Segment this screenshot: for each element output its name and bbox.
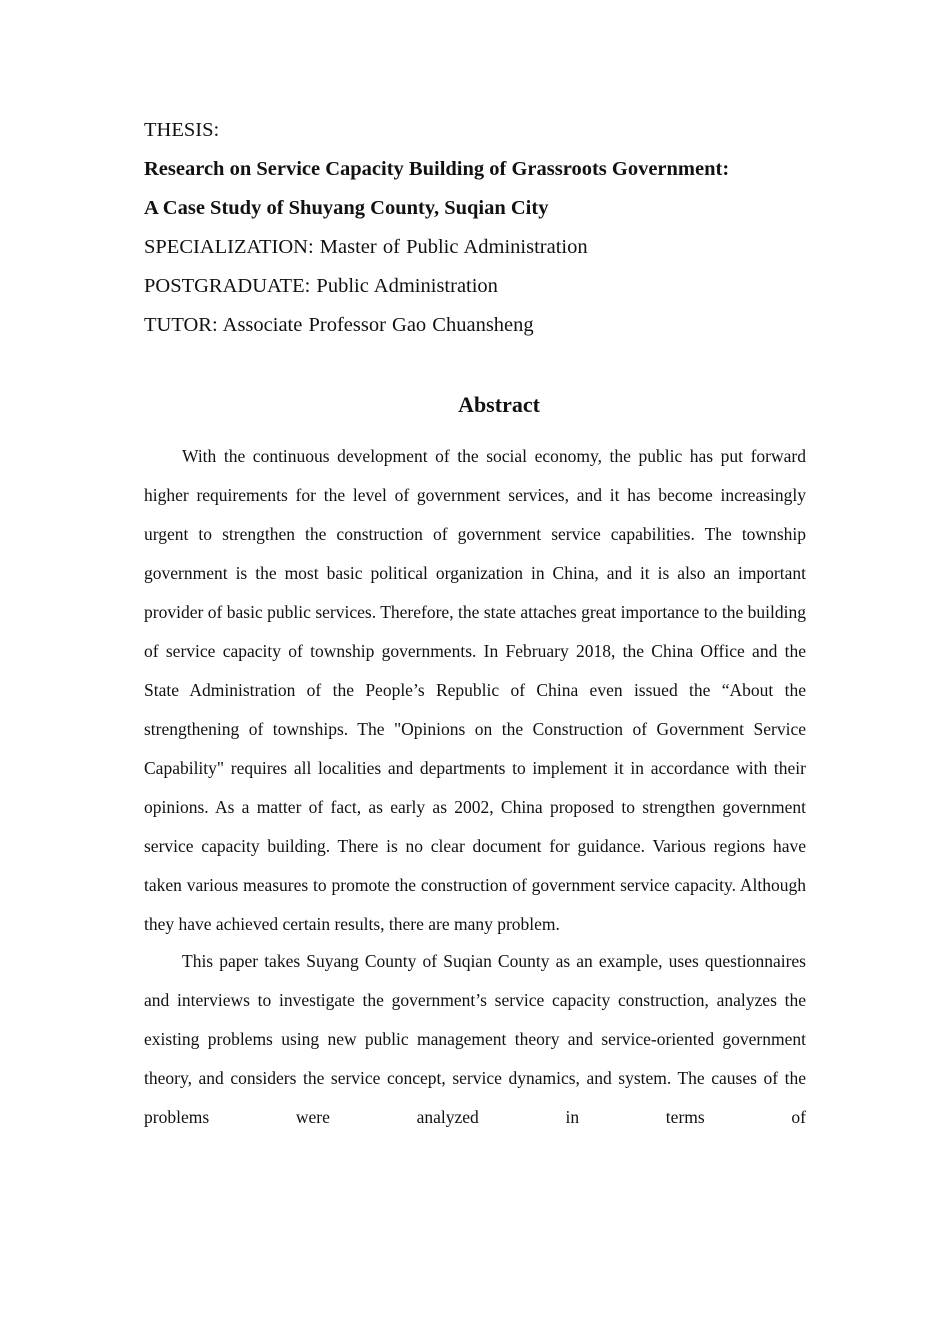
abstract-paragraph-1: With the continuous development of the social economy, the public has put forward higher requirements for the level of government services, and it has become increasingly urgent to strengthen the construction of government service capabilities. The township government is the most basic political organization in China, and it is also an important provider of basic public services. Therefore, the state attaches great importance to the building of service capacity of township governments. In February 2018, the China Office and the State Administration of the People’s Republic of China even issued the “About the strengthening of townships. The "Opinions on the Construction of Government Service Capability" requires all localities and departments to implement it in accordance with their opinions. As a matter of fact, as early as 2002, China proposed to strengthen government service capacity building. There is no clear document for guidance. Various regions have taken various measures to promote the construction of government service capacity. Although they have achieved certain results, there are many problem. [144,446,806,934]
thesis-title-line-1: Research on Service Capacity Building of Grassroots Government: [144,158,730,180]
specialization-line: SPECIALIZATION: Master of Public Administration [144,236,588,258]
abstract-body [144,437,806,1137]
thesis-title-line-2: A Case Study of Shuyang County, Suqian City [144,197,549,219]
tutor-line: TUTOR: Associate Professor Gao Chuansheng [144,314,534,336]
abstract-paragraph-2: This paper takes Suyang County of Suqian County as an example, uses questionnaires and interviews to investigate the government’s service capacity construction, analyzes the existing problems using new public management theory and service-oriented government theory, and considers the service concept, service dynamics, and system. The causes of the problems were analyzed in terms of [144,951,806,1127]
thesis-label: THESIS: [144,119,220,141]
thesis-page [144,111,806,1137]
postgraduate-line: POSTGRADUATE: Public Administration [144,275,498,297]
abstract-heading: Abstract [458,392,540,417]
